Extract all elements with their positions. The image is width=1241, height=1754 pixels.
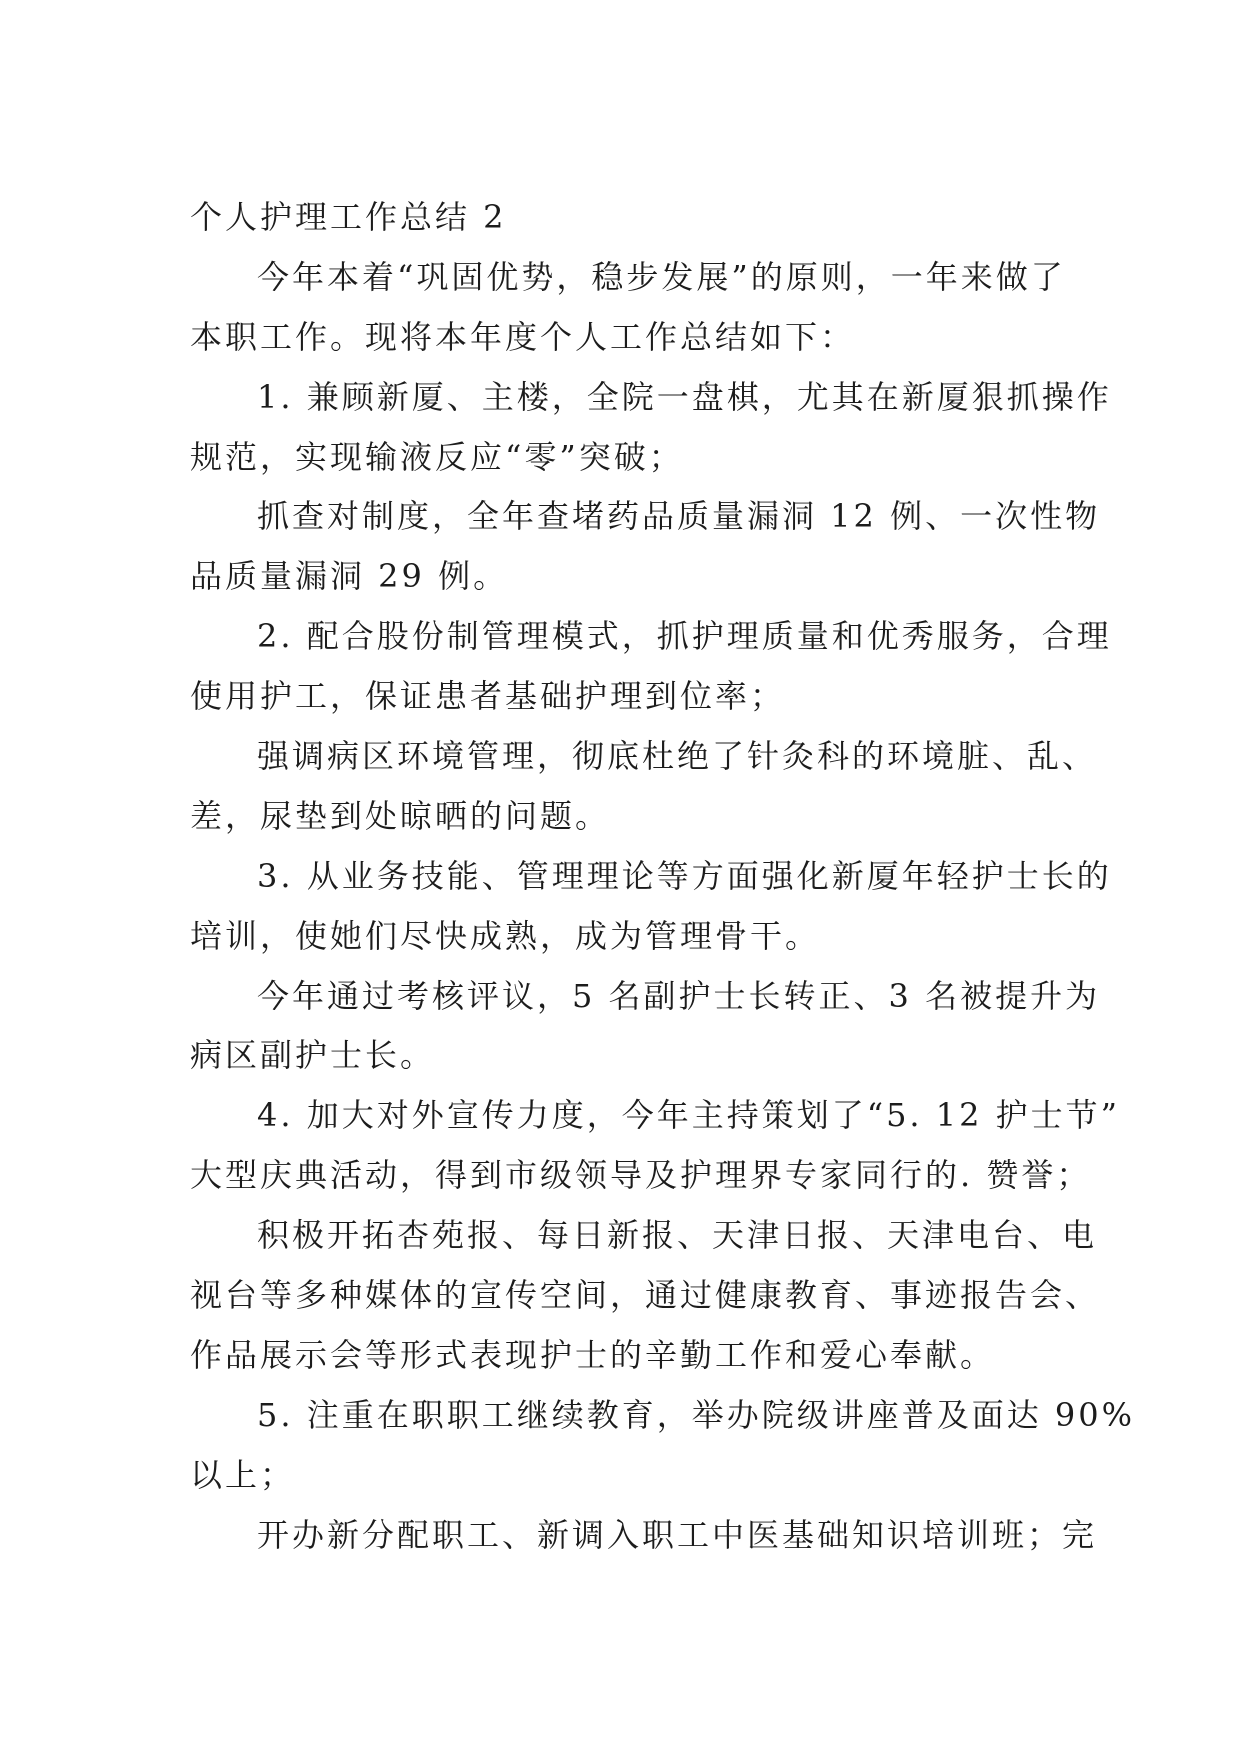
text-line: 今年本着“巩固优势，稳步发展”的原则，一年来做了 <box>257 257 1066 296</box>
text-line: 本职工作。现将本年度个人工作总结如下： <box>190 317 856 356</box>
document-title: 个人护理工作总结 2 <box>190 198 507 236</box>
text-line: 作品展示会等形式表现护士的辛勤工作和爱心奉献。 <box>190 1335 996 1374</box>
text-line: 今年通过考核评议，5 名副护士长转正、3 名被提升为 <box>257 976 1101 1015</box>
text-line: 3. 从业务技能、管理理论等方面强化新厦年轻护士长的 <box>257 856 1112 895</box>
text-line: 2. 配合股份制管理模式，抓护理质量和优秀服务，合理 <box>257 617 1112 656</box>
text-line: 规范，实现输液反应“零”突破； <box>190 437 684 476</box>
text-line: 4. 加大对外宣传力度，今年主持策划了“5. 12 护士节” <box>257 1096 1121 1135</box>
text-line: 病区副护士长。 <box>190 1036 436 1075</box>
text-line: 抓查对制度，全年查堵药品质量漏洞 12 例、一次性物 <box>257 497 1101 536</box>
text-line: 以上； <box>190 1455 296 1494</box>
text-line: 积极开拓杏苑报、每日新报、天津日报、天津电台、电 <box>257 1216 1098 1255</box>
text-line: 5. 注重在职职工继续教育，举办院级讲座普及面达 90% <box>257 1395 1136 1434</box>
text-line: 差，尿垫到处晾晒的问题。 <box>190 796 611 835</box>
text-line: 大型庆典活动，得到市级领导及护理界专家同行的. 赞誉； <box>190 1156 1092 1195</box>
text-line: 1. 兼顾新厦、主楼，全院一盘棋，尤其在新厦狠抓操作 <box>257 377 1112 416</box>
text-line: 培训，使她们尽快成熟，成为管理骨干。 <box>190 916 821 955</box>
text-line: 视台等多种媒体的宣传空间，通过健康教育、事迹报告会、 <box>190 1276 1101 1315</box>
text-line: 使用护工，保证患者基础护理到位率； <box>190 677 786 716</box>
document-body <box>190 188 1136 1565</box>
text-line: 强调病区环境管理，彻底杜绝了针灸科的环境脏、乱、 <box>257 737 1098 776</box>
text-line: 品质量漏洞 29 例。 <box>190 557 509 596</box>
text-line: 开办新分配职工、新调入职工中医基础知识培训班；完 <box>257 1515 1098 1554</box>
